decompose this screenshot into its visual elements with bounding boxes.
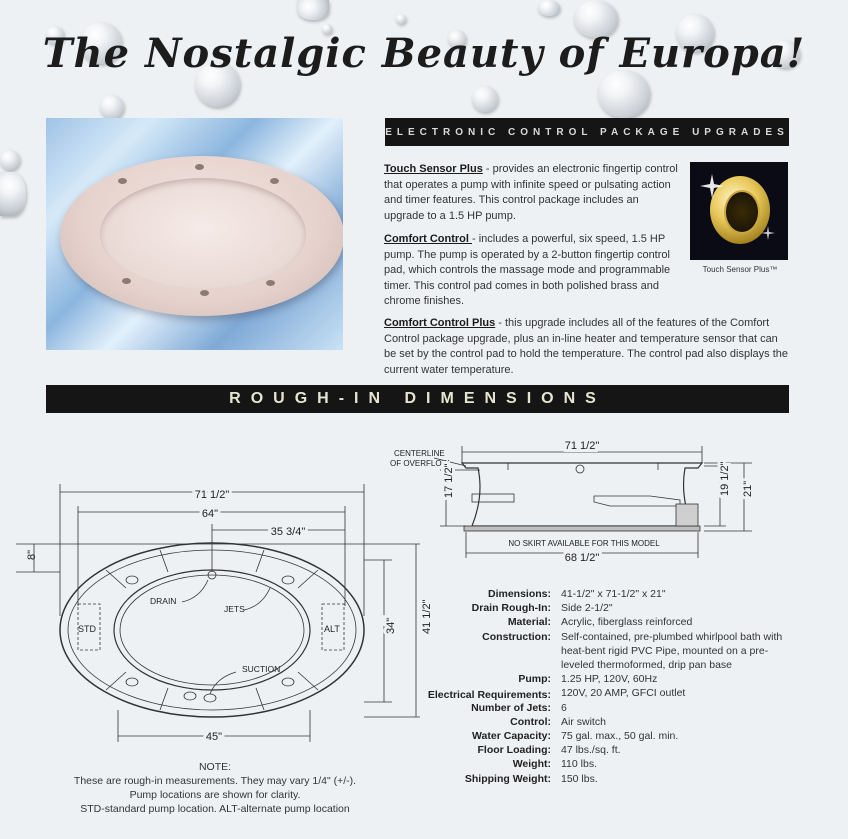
spec-label: Shipping Weight:	[464, 772, 551, 785]
bubble-decoration	[396, 14, 406, 24]
upgrade-comfort-control-plus	[384, 316, 788, 378]
side-dim-17: 17 1/2"	[443, 463, 455, 498]
label-suction: SUCTION	[242, 664, 281, 674]
spec-table	[380, 587, 801, 786]
spec-row	[380, 587, 801, 601]
dim-inner-length: 64"	[201, 508, 219, 520]
spec-label: Control:	[510, 715, 551, 728]
jet-marker	[200, 290, 209, 296]
spec-row	[380, 757, 801, 771]
bubble-decoration	[297, 0, 329, 20]
jet-marker	[270, 178, 279, 184]
centerline-label-1: CENTERLINE	[394, 449, 445, 458]
dim-base-length: 45"	[205, 731, 223, 743]
side-dim-21: 21"	[742, 480, 754, 497]
spec-value: Side 2-1/2"	[561, 602, 613, 615]
bubble-decoration	[0, 150, 20, 170]
jet-marker	[122, 278, 131, 284]
spec-value: Air switch	[561, 715, 606, 728]
dim-inner-width: 34"	[385, 617, 397, 634]
spec-label: Number of Jets:	[471, 701, 551, 714]
spec-row	[380, 601, 801, 615]
bubble-decoration	[472, 86, 498, 112]
upgrade-description: includes a powerful, six speed, 1.5 HP pump. The pump is operated by a 2-button fingertip control pad, which controls the massage mode and programmable timer. This control pad comes in both polished brass and chrome finishes.	[384, 233, 671, 307]
spec-value: 6	[561, 701, 567, 714]
upgrade-name: Comfort Control	[384, 233, 472, 245]
touch-sensor-image	[690, 162, 788, 260]
upgrade-description: provides an electronic fingertip control that operates a pump with infinite speed or pulsating action and timer features. This control package includes an upgrade to a 1.5 HP pump.	[384, 163, 678, 222]
jet-marker	[195, 164, 204, 170]
spec-value: 110 lbs.	[561, 758, 597, 771]
tub-photo	[46, 118, 343, 350]
spec-label: Construction:	[482, 630, 551, 643]
spec-label: Electrical Requirements:	[427, 688, 551, 701]
upgrades-header: ELECTRONIC CONTROL PACKAGE UPGRADES	[385, 118, 789, 146]
dim-overall-width: 41 1/2"	[421, 599, 433, 634]
upgrade-name: Comfort Control Plus	[384, 317, 496, 329]
label-alt: ALT	[324, 624, 340, 634]
dimensions-header: ROUGH-IN DIMENSIONS	[46, 385, 789, 413]
note-line: These are rough-in measurements. They may vary 1/4" (+/-).	[73, 775, 357, 787]
spec-label: Pump:	[518, 673, 551, 686]
upgrade-name: Touch Sensor Plus	[384, 163, 483, 175]
spec-row	[380, 672, 801, 686]
upgrade-separator: -	[482, 163, 493, 175]
spec-value: 41-1/2" x 71-1/2" x 21"	[561, 588, 666, 600]
no-skirt-note: NO SKIRT AVAILABLE FOR THIS MODEL	[508, 539, 660, 548]
spec-label: Drain Rough-In:	[471, 602, 551, 615]
upgrade-separator: -	[471, 233, 479, 245]
note-line: Pump locations are shown for clarity.	[129, 789, 301, 801]
label-drain: DRAIN	[150, 596, 177, 606]
spec-row	[380, 729, 801, 743]
jet-marker	[266, 280, 275, 286]
jet-marker	[118, 178, 127, 184]
spec-row	[380, 701, 801, 715]
dim-edge-to-drain: 8"	[26, 549, 38, 560]
side-dim-top: 71 1/2"	[564, 440, 600, 452]
sparkle-icon	[690, 162, 788, 260]
spec-value: Acrylic, fiberglass reinforced	[561, 616, 693, 629]
side-view-diagram	[380, 436, 840, 586]
spec-row	[380, 630, 801, 673]
upgrade-description: this upgrade includes all of the features of the Comfort Control package upgrade, plus an in-line heater and temperature sensor that can be set by the control pad to hold the temperature. The control pad also displays the current water temperature.	[384, 317, 788, 376]
spec-label: Dimensions:	[487, 588, 551, 600]
spec-row	[380, 772, 801, 786]
side-dim-bottom: 68 1/2"	[564, 552, 600, 564]
spec-label: Material:	[507, 616, 551, 629]
spec-row	[380, 743, 801, 757]
spec-value: 47 lbs./sq. ft.	[561, 744, 621, 757]
spec-row	[380, 686, 801, 700]
note-line: STD-standard pump location. ALT-alternate pump location	[80, 803, 350, 815]
spec-row	[380, 715, 801, 729]
upgrade-comfort-control	[384, 232, 682, 310]
dim-drain-offset: 35 3/4"	[270, 526, 306, 538]
spec-row	[380, 615, 801, 629]
label-std: STD	[78, 624, 96, 634]
dim-overall-length: 71 1/2"	[194, 489, 230, 501]
page-title: The Nostalgic Beauty of Europa!	[42, 30, 806, 77]
spec-value: 150 lbs.	[561, 772, 598, 785]
spec-value: 75 gal. max., 50 gal. min.	[561, 730, 679, 743]
spec-value: 1.25 HP, 120V, 60Hz	[561, 673, 658, 686]
bubble-decoration	[598, 70, 650, 118]
tub-outer-rim	[60, 156, 343, 316]
spec-label: Water Capacity:	[472, 730, 551, 743]
upgrade-separator: -	[495, 317, 505, 329]
centerline-label-2: OF OVERFLOW	[390, 459, 450, 468]
label-jets: JETS	[224, 604, 245, 614]
bubble-decoration	[538, 0, 560, 16]
spec-label: Weight:	[512, 758, 551, 771]
note-title: NOTE:	[198, 761, 232, 773]
image-caption: Touch Sensor Plus™	[702, 265, 778, 274]
bubble-decoration	[0, 172, 26, 216]
spec-value: Self-contained, pre-plumbed whirlpool bath with heat-bent rigid PVC Pipe, mounted on a pre-leveled thermoformed, drip pan base	[561, 630, 783, 672]
spec-value: 120V, 20 AMP, GFCI outlet	[561, 687, 686, 700]
bubble-decoration	[100, 95, 124, 119]
side-dim-19: 19 1/2"	[719, 461, 731, 496]
upgrade-touch-sensor-plus	[384, 162, 682, 224]
rough-in-note	[60, 760, 370, 816]
tub-basin	[100, 178, 306, 290]
top-view-diagram	[0, 420, 440, 750]
spec-label: Floor Loading:	[477, 744, 551, 757]
